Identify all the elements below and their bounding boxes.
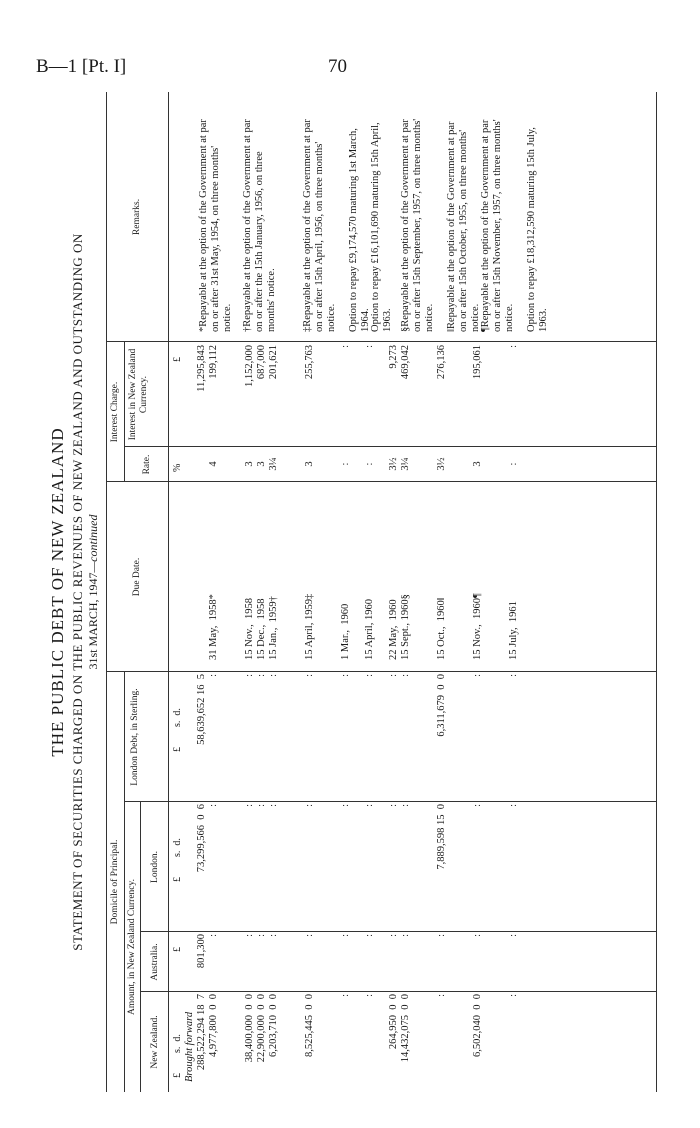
statement-date xyxy=(86,92,101,1092)
cell-ster: : xyxy=(472,674,483,677)
nz-header: New Zealand. xyxy=(150,1015,160,1069)
cell-due: 15 April, 1960 xyxy=(364,599,375,660)
cell-lon: : xyxy=(400,804,411,807)
cell-nz: 288,522,294 18 7 xyxy=(196,994,207,1071)
cell-aus: : xyxy=(304,934,315,937)
cell-due: 15 Jan., 1959† xyxy=(268,596,279,660)
page-number: 70 xyxy=(328,56,347,77)
cell-aus: : xyxy=(400,934,411,937)
cell-nz: : xyxy=(364,994,375,997)
page-title: THE PUBLIC DEBT OF NEW ZEALAND xyxy=(48,427,67,757)
domicile-header: Domicile of Principal. xyxy=(110,839,120,925)
cell-due: 15 Nov., 1958 xyxy=(244,597,255,660)
unit-nz: £ s. d. xyxy=(172,1034,183,1078)
cell-int: 255,763 xyxy=(304,345,315,380)
cell-rate: : xyxy=(364,462,375,466)
cell-int: : xyxy=(340,345,351,348)
domicile-rule xyxy=(124,672,125,1092)
cell-lon: 7,889,598 15 0 xyxy=(436,804,447,870)
cell-rate: 4 xyxy=(208,461,219,467)
cell-nz: : xyxy=(508,994,519,997)
remark-note: ‡Repayable at the option of the Government at par on or after 15th April, 1956, on three months' notice. xyxy=(302,119,337,332)
cell-rate: 3½ xyxy=(436,457,447,471)
unit-rate: % xyxy=(172,463,183,472)
cell-nz: 4,977,800 0 0 xyxy=(208,994,219,1057)
remark-note: †Repayable at the option of the Government at par on or after the 15th January, 1956, on three months' notice. xyxy=(242,119,277,332)
unit-aus: £ xyxy=(172,947,183,952)
cell-lon: : xyxy=(244,804,255,807)
cell-aus: 801,300 xyxy=(196,934,207,969)
remark-note: Option to repay £9,174,570 maturing 1st March, 1964. xyxy=(348,128,371,332)
cell-lon: : xyxy=(208,804,219,807)
cell-lon: : xyxy=(472,804,483,807)
cell-ster: : xyxy=(256,674,267,677)
unit-ster: £ s. d. xyxy=(172,708,183,752)
cell-nz: : xyxy=(436,994,447,997)
cell-rate: 3½ xyxy=(388,457,399,471)
interest-nz-header: Interest in New Zealand Currency. xyxy=(128,348,149,441)
cell-lon: : xyxy=(304,804,315,807)
amount-rule xyxy=(140,802,141,1092)
cell-due: 15 July, 1961 xyxy=(508,601,519,660)
remark-note: Option to repay £18,312,590 maturing 15th July, 1963. xyxy=(526,127,549,332)
cell-ster: : xyxy=(340,674,351,677)
cell-ster: : xyxy=(364,674,375,677)
cell-int: 469,042 xyxy=(400,345,411,380)
cell-rate: 3 xyxy=(256,461,267,467)
cell-rate: 3¼ xyxy=(268,457,279,471)
header-bottom-rule xyxy=(168,92,169,1092)
cell-lon: : xyxy=(340,804,351,807)
interest-rule xyxy=(124,342,125,482)
cell-int: 687,000 xyxy=(256,345,267,380)
col-divider xyxy=(106,481,656,482)
cell-due: 31 May, 1958* xyxy=(208,594,219,660)
cell-int: 11,295,843 xyxy=(196,345,207,392)
australia-header: Australia. xyxy=(150,943,160,981)
rotated-table-page xyxy=(48,92,668,1092)
cell-aus: : xyxy=(472,934,483,937)
cell-rate: 3 xyxy=(304,461,315,467)
cell-aus: : xyxy=(268,934,279,937)
table-bottom-rule xyxy=(656,92,657,1092)
cell-int: 9,273 xyxy=(388,345,399,369)
cell-nz: 8,525,445 0 0 xyxy=(304,994,315,1057)
due-date-header: Due Date. xyxy=(132,557,142,597)
cell-nz: 22,900,000 0 0 xyxy=(256,994,267,1063)
cell-lon: : xyxy=(268,804,279,807)
remarks-header: Remarks. xyxy=(132,198,142,236)
cell-nz: 38,400,000 0 0 xyxy=(244,994,255,1063)
cell-lon: : xyxy=(364,804,375,807)
cell-due: 22 May, 1960 xyxy=(388,599,399,660)
interest-charge-header: Interest Charge. xyxy=(110,381,120,443)
cell-ster: 6,311,679 0 0 xyxy=(436,674,447,737)
cell-due: 15 Oct., 1960‖ xyxy=(436,597,447,660)
cell-aus: : xyxy=(208,934,219,937)
cell-lon: : xyxy=(388,804,399,807)
cell-aus: : xyxy=(436,934,447,937)
remark-note: ‖Repayable at the option of the Government at par on or after 15th October, 1955, on three months' notice. xyxy=(446,121,481,332)
page-ref: B—1 [Pt. I] xyxy=(36,56,127,77)
cell-int: : xyxy=(508,345,519,348)
amount-nz-header: Amount, in New Zealand Currency. xyxy=(127,878,137,1016)
unit-int: £ xyxy=(172,357,183,362)
cell-aus: : xyxy=(364,934,375,937)
rate-header: Rate. xyxy=(142,454,152,475)
cell-rate: 3¼ xyxy=(400,457,411,471)
cell-nz: 14,432,075 0 0 xyxy=(400,994,411,1063)
cell-aus: : xyxy=(244,934,255,937)
cell-rate: 3 xyxy=(472,461,483,467)
brought-forward-label: Brought forward xyxy=(184,1011,195,1082)
cell-lon: : xyxy=(508,804,519,807)
remark-note: ¶Repayable at the option of the Government at par on or after 15th November, 1957, on three months' notice. xyxy=(480,119,515,332)
unit-lon: £ s. d. xyxy=(172,838,183,882)
cell-int: 1,152,000 xyxy=(244,345,255,387)
cell-rate: : xyxy=(340,462,351,466)
cell-int: 199,112 xyxy=(208,345,219,379)
cell-nz: 6,502,040 0 0 xyxy=(472,994,483,1057)
cell-ster: : xyxy=(508,674,519,677)
date-line: 31st MARCH, 1947 xyxy=(86,572,100,670)
statement-subtitle: STATEMENT OF SECURITIES CHARGED ON THE PUBLIC REVENUES OF NEW ZEALAND AND OUTSTANDING ON xyxy=(70,233,85,951)
cell-nz: : xyxy=(340,994,351,997)
cell-nz: 264,950 0 0 xyxy=(388,994,399,1050)
cell-ster: : xyxy=(388,674,399,677)
cell-ster: : xyxy=(208,674,219,677)
london-header: London. xyxy=(150,851,160,883)
cell-int: 195,061 xyxy=(472,345,483,380)
cell-ster: 58,639,652 16 5 xyxy=(196,674,207,745)
london-debt-header: London Debt, in Sterling. xyxy=(130,688,140,786)
cell-ster: : xyxy=(400,674,411,677)
cell-ster: : xyxy=(244,674,255,677)
cell-due: 15 Dec., 1958 xyxy=(256,598,267,660)
cell-due: 1 Mar., 1960 xyxy=(340,603,351,660)
cell-int: 201,621 xyxy=(268,345,279,380)
table-top-rule xyxy=(106,92,107,1092)
col-divider xyxy=(106,341,656,342)
cell-due: 15 Sept., 1960§ xyxy=(400,594,411,660)
cell-int: : xyxy=(364,345,375,348)
date-suffix: —continued xyxy=(86,514,100,573)
cell-due: 15 Nov., 1960¶ xyxy=(472,593,483,660)
cell-int: 276,136 xyxy=(436,345,447,380)
cell-rate: 3 xyxy=(244,461,255,467)
cell-due: 15 April, 1959‡ xyxy=(304,593,315,660)
cell-nz: 6,203,710 0 0 xyxy=(268,994,279,1057)
cell-aus: : xyxy=(388,934,399,937)
cell-aus: : xyxy=(340,934,351,937)
cell-rate: : xyxy=(508,462,519,466)
cell-lon: : xyxy=(256,804,267,807)
cell-ster: : xyxy=(304,674,315,677)
cell-aus: : xyxy=(508,934,519,937)
cell-aus: : xyxy=(256,934,267,937)
remark-note: Option to repay £16,101,690 maturing 15th April, 1963. xyxy=(370,122,393,332)
cell-ster: : xyxy=(268,674,279,677)
cell-lon: 73,299,566 0 6 xyxy=(196,804,207,873)
remark-note: §Repayable at the option of the Government at par on or after 15th September, 1957, on three months' notice. xyxy=(400,118,435,332)
remark-note: *Repayable at the option of the Government at par on or after 31st May, 1954, on three months' notice. xyxy=(198,119,233,332)
col-divider xyxy=(106,671,656,672)
